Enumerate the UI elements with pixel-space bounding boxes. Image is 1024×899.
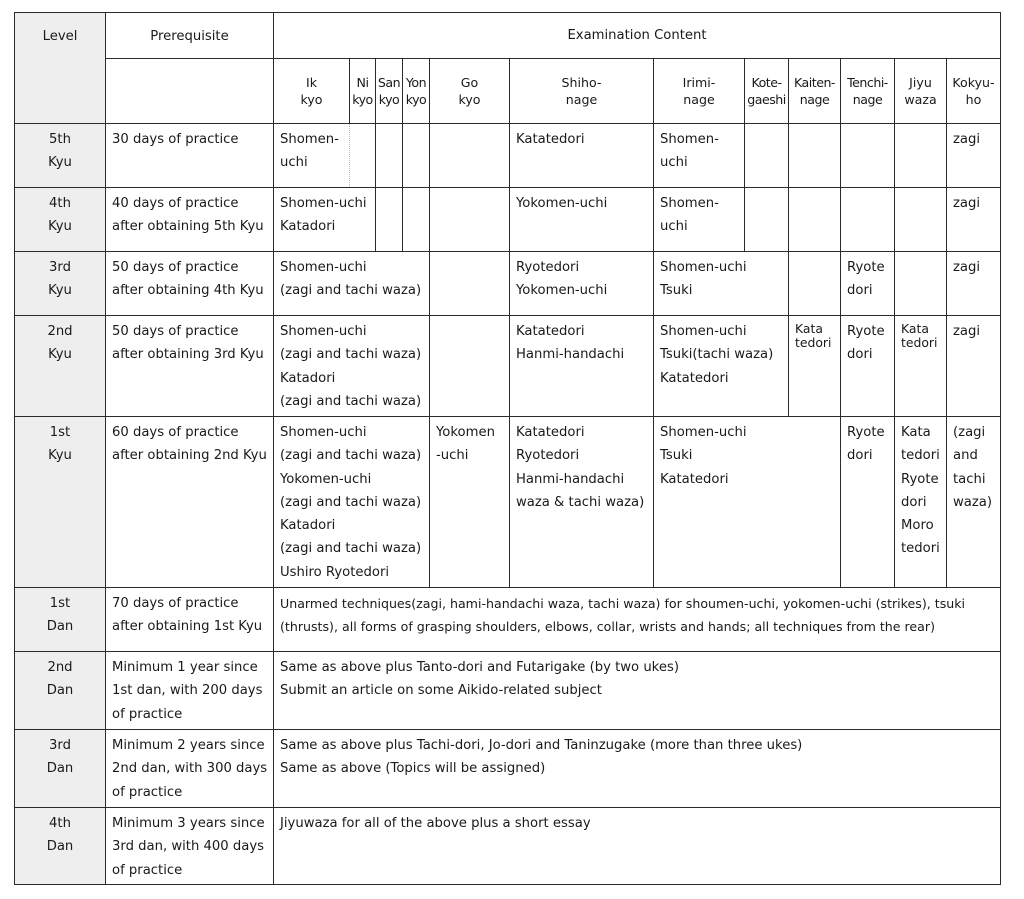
technique-cell: Yokomen-uchi [510, 188, 654, 252]
technique-header: Tenchi- nage [841, 59, 895, 124]
technique-cell: zagi [947, 316, 1001, 417]
empty-cell [430, 252, 510, 316]
table-row [15, 124, 1001, 188]
technique-cell: Shomen-uchi (zagi and tachi waza) [274, 252, 430, 316]
technique-cell: Katatedori Ryotedori Hanmi-handachi waza & tachi waza) [510, 417, 654, 588]
technique-header: San kyo [376, 59, 403, 124]
content-cell: Same as above plus Tanto-dori and Futarigake (by two ukes) Submit an article on some Aikido-related subject [274, 652, 1001, 730]
level-cell: 4th Dan [15, 808, 106, 885]
technique-cell: Shomen- uchi [274, 124, 350, 188]
empty-cell [403, 188, 430, 252]
prerequisite-cell: Minimum 3 years since 3rd dan, with 400 days of practice [106, 808, 274, 885]
content-cell: Unarmed techniques(zagi, hami-handachi waza, tachi waza) for shoumen-uchi, yokomen-uchi (strikes), tsuki (thrusts), all forms of grasping shoulders, elbows, collar, wrists and hands; all techniques from the rear) [274, 588, 1001, 652]
table-row [15, 808, 1001, 885]
empty-cell [745, 188, 789, 252]
technique-cell: Kata tedori [895, 316, 947, 417]
technique-header: Irimi- nage [654, 59, 745, 124]
level-cell: 5th Kyu [15, 124, 106, 188]
technique-cell: Shomen- uchi [654, 188, 745, 252]
empty-cell [841, 188, 895, 252]
content-cell: Same as above plus Tachi-dori, Jo-dori and Taninzugake (more than three ukes) Same as above (Topics will be assigned) [274, 730, 1001, 808]
technique-header: Kokyu- ho [947, 59, 1001, 124]
prerequisite-cell: 30 days of practice [106, 124, 274, 188]
technique-cell: Katatedori [510, 124, 654, 188]
empty-cell [895, 252, 947, 316]
technique-cell: Ryote dori [841, 316, 895, 417]
empty-cell [376, 124, 403, 188]
technique-cell: Kata tedori Ryote dori Moro tedori [895, 417, 947, 588]
technique-header-row [15, 59, 1001, 124]
technique-header: Shiho- nage [510, 59, 654, 124]
table-row [15, 588, 1001, 652]
prerequisite-cell: Minimum 1 year since 1st dan, with 200 days of practice [106, 652, 274, 730]
technique-cell: Yokomen -uchi [430, 417, 510, 588]
level-cell: 2nd Kyu [15, 316, 106, 417]
empty-cell [350, 124, 376, 188]
technique-cell: Ryote dori [841, 417, 895, 588]
technique-cell: Shomen-uchi Katadori [274, 188, 376, 252]
technique-header: Yon kyo [403, 59, 430, 124]
technique-cell: Shomen-uchi Tsuki [654, 252, 789, 316]
table-row [15, 652, 1001, 730]
technique-header: Go kyo [430, 59, 510, 124]
technique-cell: zagi [947, 124, 1001, 188]
prerequisite-subheader [106, 59, 274, 124]
technique-cell: (zagi and tachi waza) [947, 417, 1001, 588]
empty-cell [430, 124, 510, 188]
technique-header: Jiyu waza [895, 59, 947, 124]
technique-cell: Ryote dori [841, 252, 895, 316]
empty-cell [789, 252, 841, 316]
technique-cell: zagi [947, 252, 1001, 316]
prerequisite-cell: 70 days of practice after obtaining 1st Kyu [106, 588, 274, 652]
level-cell: 1st Dan [15, 588, 106, 652]
table-row [15, 316, 1001, 417]
level-header: Level [15, 13, 106, 124]
technique-header: Kaiten- nage [789, 59, 841, 124]
technique-header: Ni kyo [350, 59, 376, 124]
prerequisite-cell: 60 days of practice after obtaining 2nd Kyu [106, 417, 274, 588]
prerequisite-header: Prerequisite [106, 13, 274, 59]
prerequisite-cell: 40 days of practice after obtaining 5th Kyu [106, 188, 274, 252]
technique-header: Kote- gaeshi [745, 59, 789, 124]
empty-cell [841, 124, 895, 188]
technique-cell: Shomen-uchi (zagi and tachi waza) Yokomen-uchi (zagi and tachi waza) Katadori (zagi and tachi waza) Ushiro Ryotedori [274, 417, 430, 588]
empty-cell [895, 124, 947, 188]
examination-content-header: Examination Content [274, 13, 1001, 59]
empty-cell [403, 124, 430, 188]
table-row [15, 252, 1001, 316]
empty-cell [430, 316, 510, 417]
empty-cell [789, 124, 841, 188]
technique-cell: zagi [947, 188, 1001, 252]
empty-cell [789, 188, 841, 252]
technique-cell: Shomen-uchi (zagi and tachi waza) Katadori (zagi and tachi waza) [274, 316, 430, 417]
prerequisite-cell: 50 days of practice after obtaining 4th Kyu [106, 252, 274, 316]
technique-cell: Shomen-uchi Tsuki(tachi waza) Katatedori [654, 316, 789, 417]
empty-cell [376, 188, 403, 252]
header-row [15, 13, 1001, 59]
table-row [15, 730, 1001, 808]
technique-cell: Kata tedori [789, 316, 841, 417]
examination-table [14, 12, 1001, 885]
technique-cell: Ryotedori Yokomen-uchi [510, 252, 654, 316]
empty-cell [745, 124, 789, 188]
content-cell: Jiyuwaza for all of the above plus a short essay [274, 808, 1001, 885]
level-cell: 1st Kyu [15, 417, 106, 588]
technique-header: Ik kyo [274, 59, 350, 124]
empty-cell [895, 188, 947, 252]
table-row [15, 417, 1001, 588]
table-row [15, 188, 1001, 252]
prerequisite-cell: Minimum 2 years since 2nd dan, with 300 days of practice [106, 730, 274, 808]
technique-cell: Katatedori Hanmi-handachi [510, 316, 654, 417]
level-cell: 3rd Dan [15, 730, 106, 808]
empty-cell [430, 188, 510, 252]
prerequisite-cell: 50 days of practice after obtaining 3rd Kyu [106, 316, 274, 417]
technique-cell: Shomen- uchi [654, 124, 745, 188]
level-cell: 4th Kyu [15, 188, 106, 252]
level-cell: 2nd Dan [15, 652, 106, 730]
level-cell: 3rd Kyu [15, 252, 106, 316]
technique-cell: Shomen-uchi Tsuki Katatedori [654, 417, 841, 588]
